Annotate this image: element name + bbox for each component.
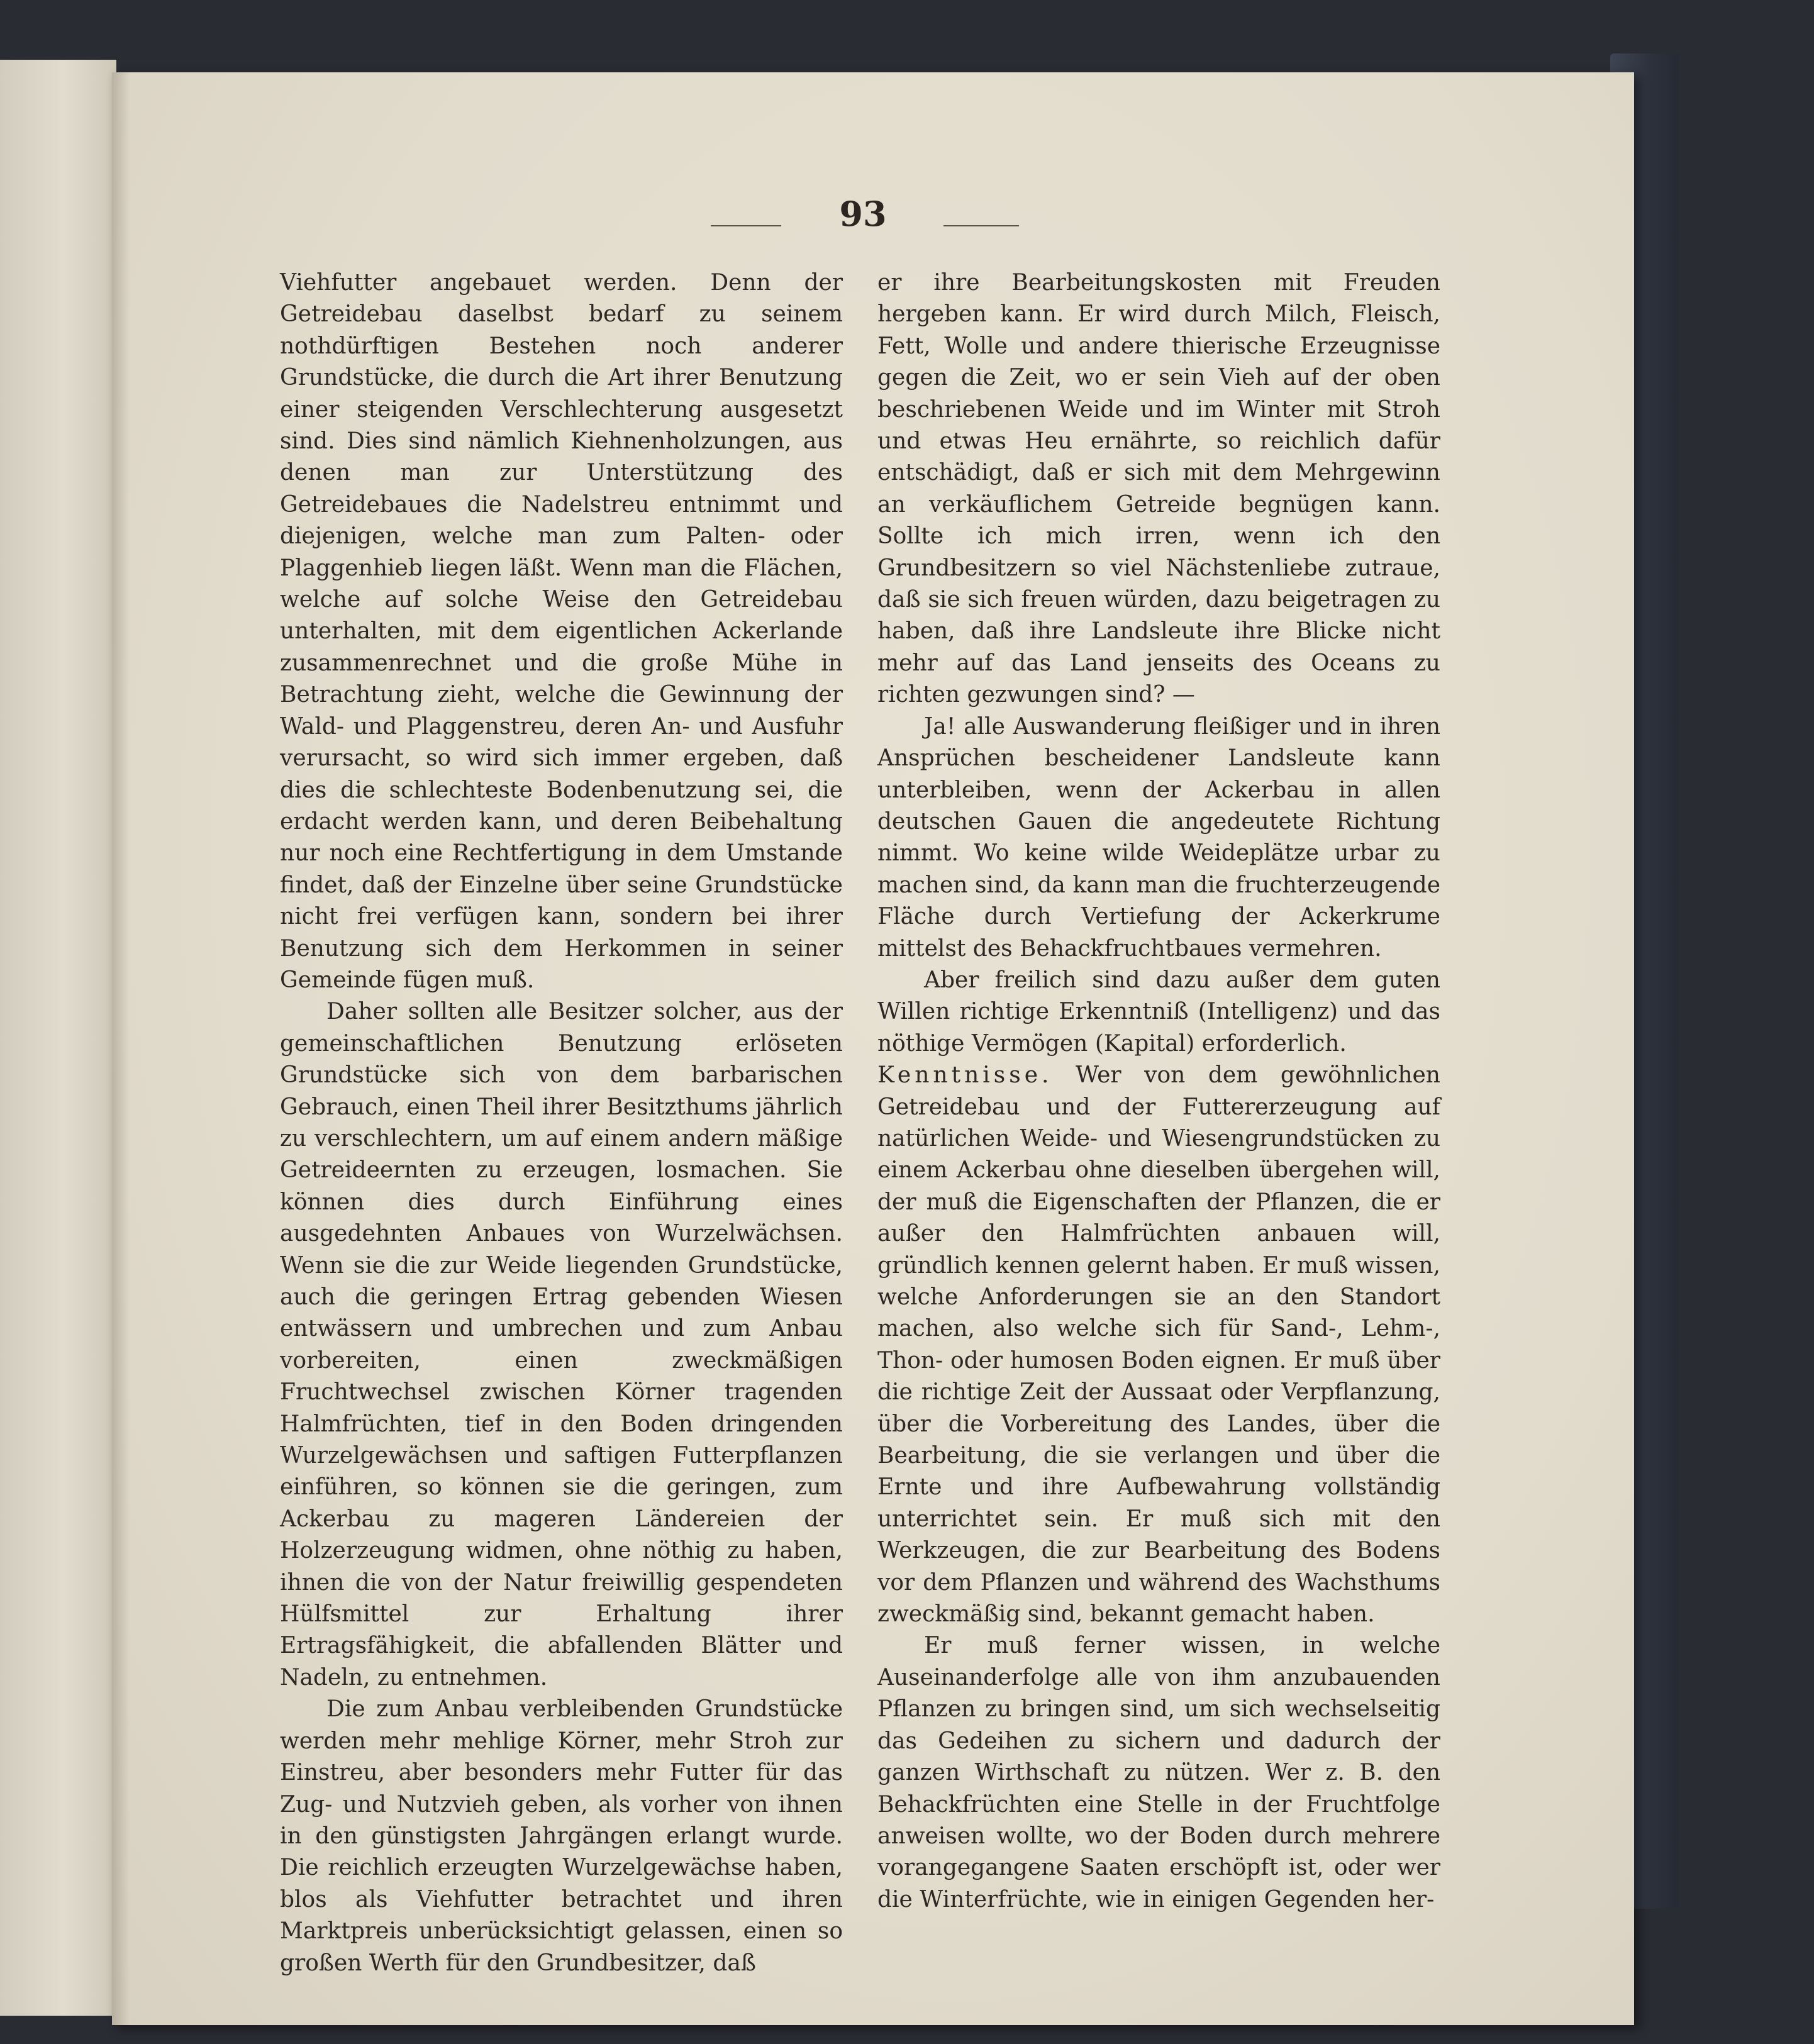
left-text-column (280, 267, 843, 1979)
right-paragraph-3: Aber freilich sind dazu außer dem guten Willen richtige Erkenntniß (Intelligenz) und das nöthige Vermögen (Kapital) erforderlich. (877, 967, 1440, 1057)
left-paragraph-3: Die zum Anbau verbleibenden Grundstücke werden mehr mehlige Körner, mehr Stroh zur Einstreu, aber besonders mehr Futter für das Zug- und Nutzvieh geben, als vorher von ihnen in den günstigsten Jahrgängen erlangt wurde. Die reichlich erzeugten Wurzelgewächse haben, blos als Viehfutter betrachtet und ihren Marktpreis unberücksichtigt gelassen, einen so großen Werth für den Grundbesitzer, daß (280, 1696, 843, 1976)
left-paragraph-2: Daher sollten alle Besitzer solcher, aus der gemeinschaftlichen Benutzung erlöseten Grundstücke sich von dem barbarischen Gebrauch, einen Theil ihrer Besitzthums jährlich zu verschlechtern, um auf einem andern mäßige Getreideernten zu erzeugen, losmachen. Sie können dies durch Einführung eines ausgedehnten Anbaues von Wurzelwächsen. Wenn sie die zur Weide liegenden Grundstücke, auch die geringen Ertrag gebenden Wiesen entwässern und umbrechen und zum Anbau vorbereiten, einen zweckmäßigen Fruchtwechsel zwischen Körner tragenden Halmfrüchten, tief in den Boden dringenden Wurzelgewächsen und saftigen Futterpflanzen einführen, so können sie die geringen, zum Ackerbau zu mageren Ländereien der Holzerzeugung widmen, ohne nöthig zu haben, ihnen die von der Natur freiwillig gespendeten Hülfsmittel zur Erhaltung ihrer Ertragsfähigkeit, die abfallenden Blätter und Nadeln, zu entnehmen. (280, 999, 843, 1691)
right-paragraph-4-text: Wer von dem gewöhnlichen Getreidebau und der Futtererzeugung auf natürlichen Weide- und Wiesengrundstücken zu einem Ackerbau ohne dieselben übergehen will, der muß die Eigenschaften der Pflanzen, die er außer den Halmfrüchten anbauen will, gründlich kennen gelernt haben. Er muß wissen, welche Anforderungen sie an den Standort machen, also welche sich für Sand-, Lehm-, Thon- oder humosen Boden eignen. Er muß über die richtige Zeit der Aussaat oder Verpflanzung, über die Vorbereitung des Landes, über die Bearbeitung, die sie verlangen und über die Ernte und ihre Aufbewahrung vollständig unterrichtet sein. Er muß sich mit den Werkzeugen, die zur Bearbeitung des Bodens vor dem Pflanzen und während des Wachsthums zweckmäßig sind, bekannt gemacht haben. (877, 1062, 1440, 1628)
header-rule-left (711, 225, 781, 226)
right-text-column (877, 267, 1440, 1916)
right-paragraph-4 (877, 1060, 1440, 1630)
left-paragraph-1: Viehfutter angebauet werden. Denn der Getreidebau daselbst bedarf zu seinem nothdürftigen Bestehen noch anderer Grundstücke, die durch die Art ihrer Benutzung einer steigenden Verschlechterung ausgesetzt sind. Dies sind nämlich Kiehnenholzungen, aus denen man zur Unterstützung des Getreidebaues die Nadelstreu entnimmt und diejenigen, welche man zum Palten- oder Plaggenhieb liegen läßt. Wenn man die Flächen, welche auf solche Weise den Getreidebau unterhalten, mit dem eigentlichen Ackerlande zusammenrechnet und die große Mühe in Betrachtung zieht, welche die Gewinnung der Wald- und Plaggenstreu, deren An- und Ausfuhr verursacht, so wird sich immer ergeben, daß dies die schlechteste Bodenbenutzung sei, die erdacht werden kann, und deren Beibehaltung nur noch eine Rechtfertigung in dem Umstande findet, daß der Einzelne über seine Grundstücke nicht frei verfügen kann, sondern bei ihrer Benutzung sich dem Herkommen in seiner Gemeinde fügen muß. (280, 270, 843, 993)
book-spine-left-page (0, 60, 116, 2016)
spaced-heading-kenntnisse: Kenntnisse. (877, 1062, 1053, 1089)
right-paragraph-1: er ihre Bearbeitungskosten mit Freuden hergeben kann. Er wird durch Milch, Fleisch, Fett, Wolle und andere thierische Erzeugnisse gegen die Zeit, wo er sein Vieh auf der oben beschriebenen Weide und im Winter mit Stroh und etwas Heu ernährte, so reichlich dafür entschädigt, daß er sich mit dem Mehrgewinn an verkäuflichem Getreide begnügen kann. Sollte ich mich irren, wenn ich den Grundbesitzern so viel Nächstenliebe zutraue, daß sie sich freuen würden, dazu beigetragen zu haben, daß ihre Landsleute ihre Blicke nicht mehr auf das Land jenseits des Oceans zu richten gezwungen sind? — (877, 270, 1440, 708)
page-number: 93 (839, 194, 887, 234)
right-paragraph-5: Er muß ferner wissen, in welche Auseinanderfolge alle von ihm anzubauenden Pflanzen zu bringen sind, um sich wechselseitig das Gedeihen zu sichern und dadurch der ganzen Wirthschaft zu nützen. Wer z. B. den Behackfrüchten eine Stelle in der Fruchtfolge anweisen wollte, wo der Boden durch mehrere vorangegangene Saaten erschöpft ist, oder wer die Winterfrüchte, wie in einigen Gegenden her- (877, 1633, 1440, 1913)
right-paragraph-2: Ja! alle Auswanderung fleißiger und in ihren Ansprüchen bescheidener Landsleute kann unterbleiben, wenn der Ackerbau in allen deutschen Gauen die angedeutete Richtung nimmt. Wo keine wilde Weideplätze urbar zu machen sind, da kann man die fruchterzeugende Fläche durch Vertiefung der Ackerkrume mittelst des Behackfruchtbaues vermehren. (877, 713, 1440, 962)
header-rule-right (943, 225, 1019, 226)
